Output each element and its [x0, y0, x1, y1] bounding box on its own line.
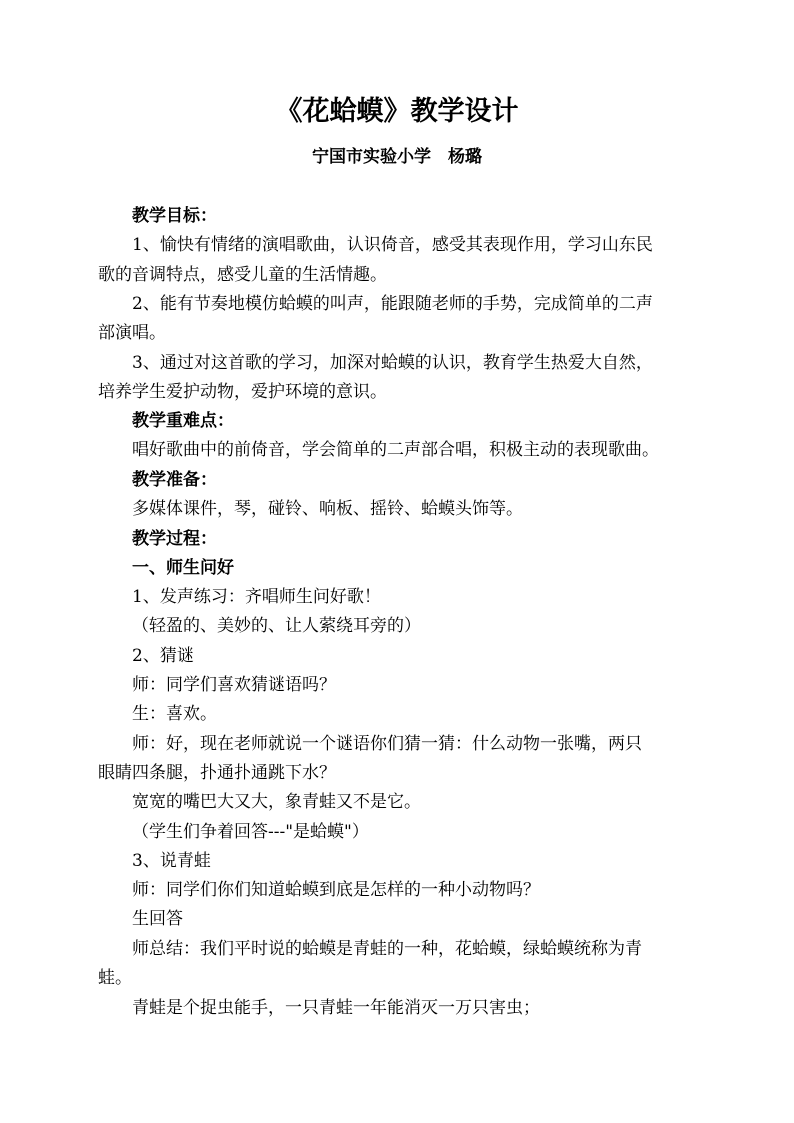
- document-title: 《花蛤蟆》教学设计: [275, 96, 519, 127]
- author-line: 宁国市实验小学 杨璐: [312, 147, 482, 167]
- paragraph-line: 眼睛四条腿，扑通扑通跳下水？: [98, 763, 336, 783]
- paragraph-line: 1、愉快有情绪的演唱歌曲，认识倚音，感受其表现作用，学习山东民: [132, 235, 653, 255]
- paragraph-line: （学生们争着回答---"是蛤蟆"）: [132, 822, 369, 842]
- paragraph-line: 培养学生爱护动物，爱护环境的意识。: [98, 382, 387, 402]
- paragraph-line: （轻盈的、美妙的、让人萦绕耳旁的）: [132, 616, 421, 636]
- paragraph-line: 多媒体课件，琴，碰铃、响板、摇铃、蛤蟆头饰等。: [132, 499, 523, 519]
- paragraph-line: 师：同学们你们知道蛤蟆到底是怎样的一种小动物吗？: [132, 880, 540, 900]
- paragraph-line: 师：好，现在老师就说一个谜语你们猜一猜：什么动物一张嘴，两只: [132, 734, 642, 754]
- paragraph-line: 生回答: [132, 909, 183, 929]
- paragraph-line: 师总结：我们平时说的蛤蟆是青蛙的一种，花蛤蟆，绿蛤蟆统称为青: [132, 939, 642, 959]
- paragraph-line: 师：同学们喜欢猜谜语吗？: [132, 675, 336, 695]
- paragraph-line: 青蛙是个捉虫能手，一只青蛙一年能消灭一万只害虫；: [132, 998, 540, 1018]
- paragraph-line: 歌的音调特点，感受儿童的生活情趣。: [98, 265, 387, 285]
- paragraph-line: 蛙。: [98, 968, 132, 988]
- paragraph-line: 部演唱。: [98, 323, 166, 343]
- paragraph-line: 1、发声练习：齐唱师生问好歌！: [132, 587, 381, 607]
- paragraph-line: 3、说青蛙: [132, 851, 211, 871]
- section-heading-greeting: 一、师生问好: [132, 558, 234, 578]
- paragraph-line: 2、能有节奏地模仿蛤蟆的叫声，能跟随老师的手势，完成简单的二声: [132, 294, 653, 314]
- paragraph-line: 宽宽的嘴巴大又大，象青蛙又不是它。: [132, 792, 421, 812]
- paragraph-line: 生：喜欢。: [132, 704, 217, 724]
- paragraph-line: 唱好歌曲中的前倚音，学会简单的二声部合唱，积极主动的表现歌曲。: [132, 440, 659, 460]
- section-heading-preparation: 教学准备：: [132, 470, 217, 490]
- section-heading-key-points: 教学重难点：: [132, 411, 234, 431]
- section-heading-process: 教学过程：: [132, 529, 217, 549]
- paragraph-line: 2、猜谜: [132, 646, 194, 666]
- paragraph-line: 3、通过对这首歌的学习，加深对蛤蟆的认识，教育学生热爱大自然，: [132, 353, 653, 373]
- section-heading-objectives: 教学目标：: [132, 206, 217, 226]
